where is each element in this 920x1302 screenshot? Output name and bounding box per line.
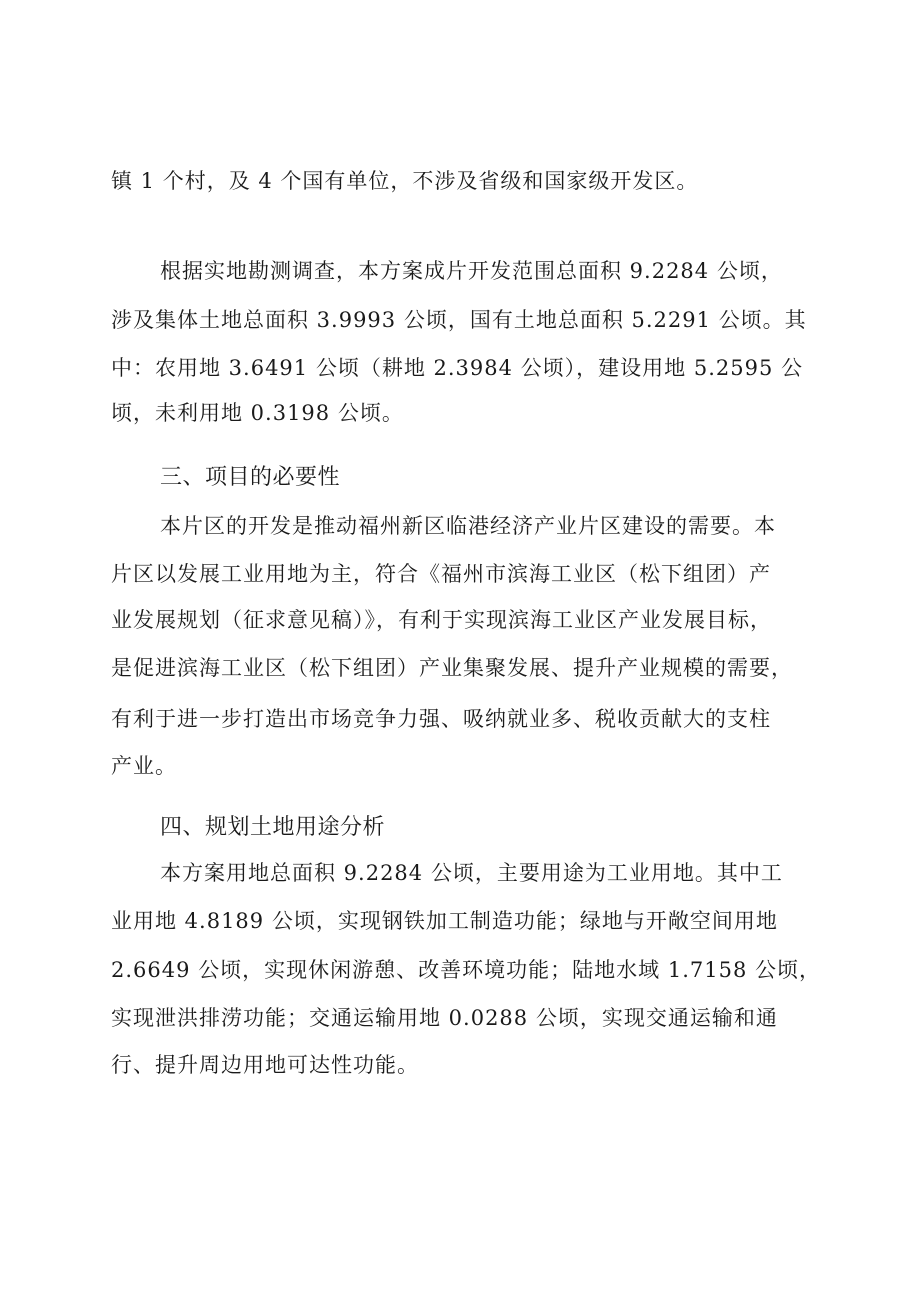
paragraph-line: 中：农用地 3.6491 公顷（耕地 2.3984 公顷），建设用地 5.2595 公 <box>111 356 803 380</box>
paragraph-line: 是促进滨海工业区（松下组团）产业集聚发展、提升产业规模的需要， <box>111 656 793 680</box>
paragraph-line: 本方案用地总面积 9.2284 公顷，主要用途为工业用地。其中工 <box>160 861 783 885</box>
paragraph-line: 顷，未利用地 0.3198 公顷。 <box>111 401 404 425</box>
paragraph-line: 业发展规划（征求意见稿）》，有利于实现滨海工业区产业发展目标， <box>111 608 772 632</box>
paragraph-line: 涉及集体土地总面积 3.9993 公顷，国有土地总面积 5.2291 公顷。其 <box>111 308 807 332</box>
section-3-heading: 三、项目的必要性 <box>160 465 341 490</box>
paragraph-line: 实现泄洪排涝功能；交通运输用地 0.0288 公顷，实现交通运输和通 <box>111 1006 778 1030</box>
intro-tail-line: 镇 1 个村，及 4 个国有单位，不涉及省级和国家级开发区。 <box>111 169 699 193</box>
paragraph-line: 有利于进一步打造出市场竞争力强、吸纳就业多、税收贡献大的支柱 <box>111 707 771 731</box>
paragraph-line: 产业。 <box>111 754 177 778</box>
section-4-heading: 四、规划土地用途分析 <box>160 815 386 840</box>
paragraph-line: 2.6649 公顷，实现休闲游憩、改善环境功能；陆地水域 1.7158 公顷， <box>111 958 821 982</box>
paragraph-line: 行、提升周边用地可达性功能。 <box>111 1053 419 1077</box>
paragraph-line: 本片区的开发是推动福州新区临港经济产业片区建设的需要。本 <box>160 514 776 538</box>
paragraph-line: 根据实地勘测调查，本方案成片开发范围总面积 9.2284 公顷， <box>160 259 783 283</box>
paragraph-line: 业用地 4.8189 公顷，实现钢铁加工制造功能；绿地与开敞空间用地 <box>111 909 778 933</box>
paragraph-line: 片区以发展工业用地为主，符合《福州市滨海工业区（松下组团）产 <box>111 562 771 586</box>
